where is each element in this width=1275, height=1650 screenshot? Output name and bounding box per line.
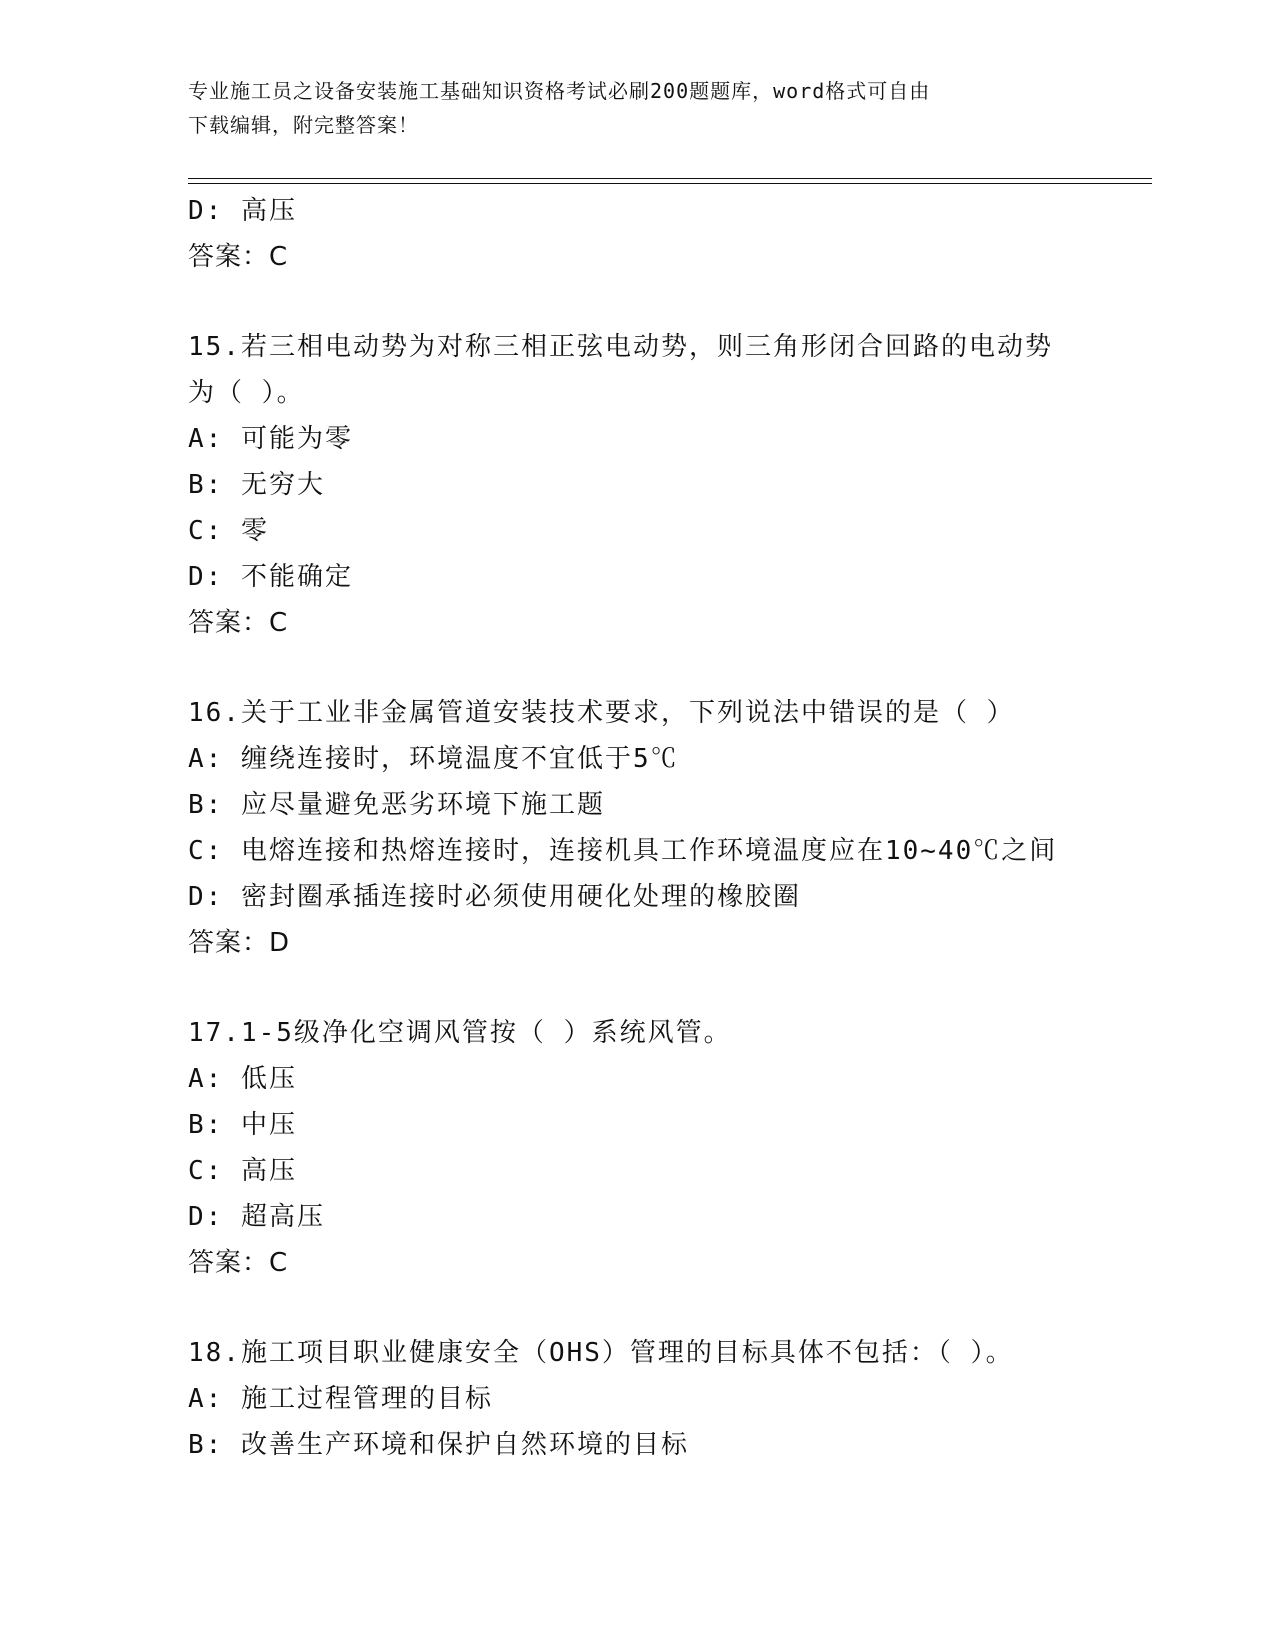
option-d: D: 密封圈承插连接时必须使用硬化处理的橡胶圈 [188,882,801,912]
question-list [188,188,1128,1468]
header-line-1: 专业施工员之设备安装施工基础知识资格考试必刷200题题库，word格式可自由 [188,79,931,103]
option-a: A: 低压 [188,1064,297,1094]
option-d: D: 高压 [188,196,297,226]
option-c: C: 电熔连接和热熔连接时，连接机具工作环境温度应在10~40℃之间 [188,836,1058,866]
question-15 [188,324,1128,646]
answer: 答案：C [188,1248,289,1278]
question-stem: 15.若三相电动势为对称三相正弦电动势，则三角形闭合回路的电动势 [188,332,1053,362]
question-stem-continued: 为（ ）。 [188,378,305,408]
header-divider-top [188,178,1152,179]
answer: 答案：C [188,242,289,272]
question-16 [188,690,1128,966]
question-18 [188,1330,1128,1468]
option-a: A: 可能为零 [188,424,353,454]
question-stem: 16.关于工业非金属管道安装技术要求，下列说法中错误的是（ ） [188,698,1015,728]
question-14-tail [188,188,1128,280]
option-b: B: 应尽量避免恶劣环境下施工题 [188,790,605,820]
question-stem: 18.施工项目职业健康安全（OHS）管理的目标具体不包括：（ ）。 [188,1338,1014,1368]
answer: 答案：D [188,928,291,958]
option-a: A: 施工过程管理的目标 [188,1384,493,1414]
option-d: D: 不能确定 [188,562,353,592]
document-header [188,74,1068,142]
question-stem: 17.1-5级净化空调风管按（ ）系统风管。 [188,1018,732,1048]
answer: 答案：C [188,608,289,638]
option-a: A: 缠绕连接时，环境温度不宜低于5℃ [188,744,679,774]
option-b: B: 改善生产环境和保护自然环境的目标 [188,1430,689,1460]
option-c: C: 高压 [188,1156,297,1186]
option-b: B: 中压 [188,1110,297,1140]
question-17 [188,1010,1128,1286]
header-line-2: 下载编辑，附完整答案！ [188,113,419,137]
option-d: D: 超高压 [188,1202,325,1232]
header-divider-bottom [188,183,1152,184]
option-b: B: 无穷大 [188,470,325,500]
option-c: C: 零 [188,516,269,546]
